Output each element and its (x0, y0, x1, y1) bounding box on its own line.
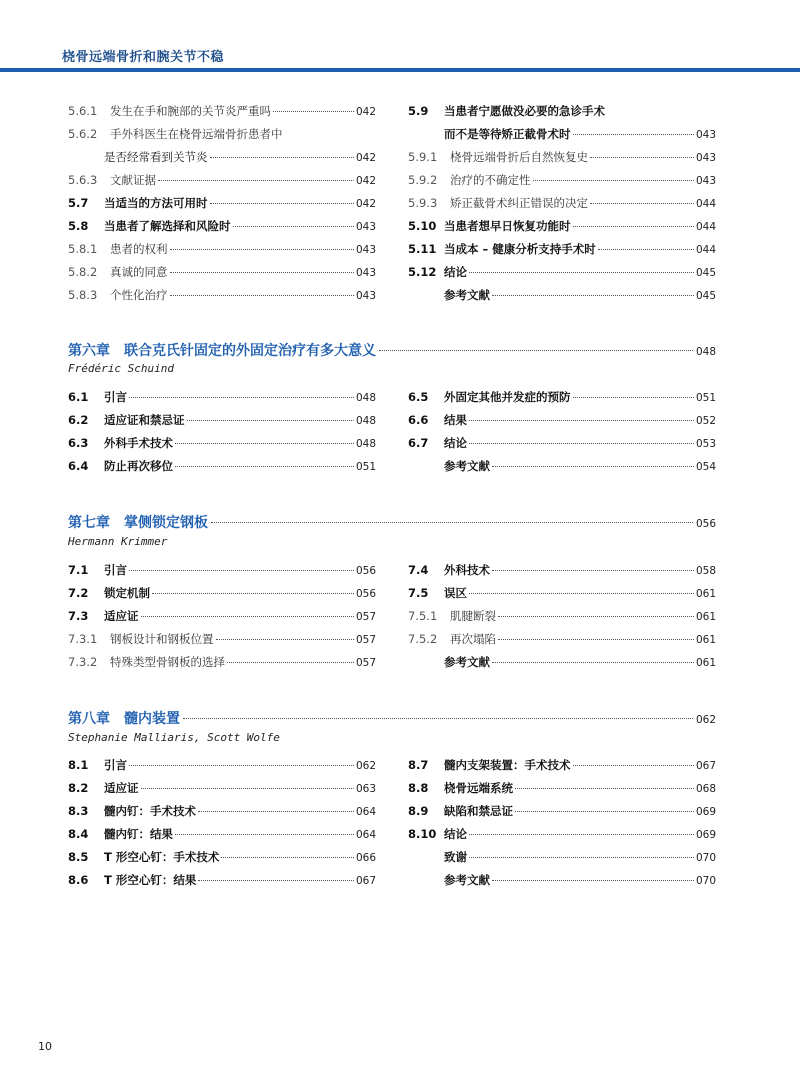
toc-entry-number: 6.4 (68, 459, 89, 473)
leader-dots (129, 570, 354, 571)
toc-entry-text: 再次塌陷 (450, 632, 496, 646)
toc-entry-number: 8.6 (68, 873, 89, 887)
leader-dots (469, 834, 694, 835)
toc-entry-number: 5.9.1 (408, 150, 438, 164)
toc-entry-number: 5.8.3 (68, 288, 98, 302)
toc-entry-page: 056 (355, 588, 376, 600)
toc-entry[interactable] (68, 287, 376, 310)
leader-dots (533, 180, 694, 181)
chapter-title: 第七章 掌侧锁定钢板 (68, 515, 208, 531)
leader-dots (590, 157, 694, 158)
toc-entry[interactable] (408, 435, 716, 458)
toc-entry-page: 051 (695, 392, 716, 404)
toc-col-left (68, 757, 376, 895)
header-rule (0, 68, 800, 72)
toc-entry[interactable] (408, 780, 716, 803)
leader-dots (498, 639, 694, 640)
toc-entry-page: 070 (695, 852, 716, 864)
toc-entry-number: 8.7 (408, 758, 429, 772)
toc-entry-page: 066 (355, 852, 376, 864)
toc-entry-page: 045 (695, 290, 716, 302)
toc-entry[interactable] (408, 631, 716, 654)
toc-entry[interactable] (408, 608, 716, 631)
toc-entry-text: 误区 (444, 586, 467, 600)
leader-dots (129, 765, 354, 766)
chapter-page: 048 (695, 346, 716, 358)
toc-entry-page: 042 (355, 152, 376, 164)
toc-entry-number: 5.12 (408, 265, 437, 279)
toc-entry-number: 5.6.2 (68, 127, 98, 141)
toc-col-right (408, 757, 716, 895)
toc-entry[interactable] (408, 103, 716, 126)
toc-entry-text: T 形空心钉：结果 (104, 873, 197, 887)
running-header (0, 0, 800, 72)
toc-entry[interactable] (68, 608, 376, 631)
toc-col-right (408, 562, 716, 677)
toc-entry[interactable] (408, 458, 716, 481)
toc-entry-text: 髓内钉：手术技术 (104, 804, 196, 818)
leader-dots (590, 203, 694, 204)
toc-entry-text: 桡骨远端骨折后自然恢复史 (450, 150, 588, 164)
toc-entry-text: 引言 (104, 758, 127, 772)
leader-dots (211, 522, 693, 523)
toc-entry[interactable] (408, 241, 716, 264)
toc-entry-text: 参考文献 (444, 655, 490, 669)
leader-dots (573, 134, 694, 135)
toc-entry-text: 当适当的方法可用时 (104, 196, 208, 210)
toc-entry-page: 064 (355, 806, 376, 818)
toc-entry-text: 参考文献 (444, 459, 490, 473)
chapter-author: Stephanie Malliaris, Scott Wolfe (68, 731, 280, 744)
toc-entry-page: 069 (695, 806, 716, 818)
toc-entry-text: T 形空心钉：手术技术 (104, 850, 220, 864)
chapter-title: 第六章 联合克氏针固定的外固定治疗有多大意义 (68, 343, 376, 359)
toc-entry-page: 054 (695, 461, 716, 473)
toc-entry-page: 042 (355, 106, 376, 118)
toc-entry-number: 6.7 (408, 436, 429, 450)
leader-dots (198, 811, 354, 812)
toc-entry-page: 048 (355, 392, 376, 404)
toc-entry-page: 051 (355, 461, 376, 473)
leader-dots (573, 397, 694, 398)
toc-entry[interactable] (408, 757, 716, 780)
toc-entry-text: 适应证 (104, 781, 139, 795)
toc-entry-number: 7.2 (68, 586, 89, 600)
leader-dots (573, 226, 694, 227)
toc-entry-number: 5.9.3 (408, 196, 438, 210)
toc-entry-page: 043 (355, 221, 376, 233)
toc-entry[interactable] (68, 631, 376, 654)
toc-entry[interactable] (68, 757, 376, 780)
toc-entry-text: 发生在手和腕部的关节炎严重吗 (110, 104, 271, 118)
leader-dots (141, 788, 354, 789)
leader-dots (492, 662, 694, 663)
toc-entry-page: 061 (695, 634, 716, 646)
toc-entry-number: 5.6.3 (68, 173, 98, 187)
toc-entry[interactable] (68, 849, 376, 872)
toc-entry-number: 5.9.2 (408, 173, 438, 187)
toc-entry-number: 6.1 (68, 390, 89, 404)
toc-entry-text: 肌腱断裂 (450, 609, 496, 623)
leader-dots (198, 880, 354, 881)
leader-dots (492, 466, 694, 467)
leader-dots (158, 180, 354, 181)
toc-entry-text: 髓内钉：结果 (104, 827, 173, 841)
toc-entry-text: 外科技术 (444, 563, 490, 577)
toc-entry[interactable] (408, 149, 716, 172)
chapter-title: 第八章 髓内装置 (68, 711, 180, 727)
toc-entry-text: 外固定其他并发症的预防 (444, 390, 571, 404)
toc-entry-text: 参考文献 (444, 873, 490, 887)
leader-dots (170, 272, 354, 273)
toc-entry[interactable] (408, 287, 716, 310)
toc-entry[interactable] (408, 412, 716, 435)
toc-entry-text: 当患者想早日恢复功能时 (444, 219, 571, 233)
toc-entry-page: 064 (355, 829, 376, 841)
toc-entry[interactable] (408, 803, 716, 826)
toc-entry-text: 而不是等待矫正截骨术时 (444, 127, 571, 141)
toc-entry-number: 5.6.1 (68, 104, 98, 118)
toc-entry-page: 042 (355, 175, 376, 187)
toc-entry-page: 043 (695, 129, 716, 141)
toc-entry[interactable] (68, 435, 376, 458)
toc-entry-number: 5.9 (408, 104, 429, 118)
leader-dots (469, 272, 694, 273)
leader-dots (515, 811, 694, 812)
toc-entry-text: 结果 (444, 413, 467, 427)
toc-entry-page: 044 (695, 244, 716, 256)
chapter-7-heading[interactable] (68, 512, 716, 532)
toc-entry-number: 5.8.2 (68, 265, 98, 279)
toc-entry-page: 053 (695, 438, 716, 450)
toc-entry-text: 桡骨远端系统 (444, 781, 513, 795)
toc-col-right (408, 389, 716, 481)
toc-entry-page: 048 (355, 415, 376, 427)
leader-dots (170, 295, 354, 296)
toc-entry-number: 7.3 (68, 609, 89, 623)
toc-entry-text: 矫正截骨术纠正错误的决定 (450, 196, 588, 210)
leader-dots (129, 397, 354, 398)
toc-entry[interactable] (408, 562, 716, 585)
toc-entry[interactable] (68, 195, 376, 218)
leader-dots (210, 157, 354, 158)
toc-entry[interactable] (68, 218, 376, 241)
toc-entry-number: 7.3.1 (68, 632, 98, 646)
toc-entry[interactable] (68, 149, 376, 172)
leader-dots (175, 443, 354, 444)
leader-dots (216, 639, 354, 640)
toc-entry-page: 068 (695, 783, 716, 795)
toc-entry[interactable] (408, 389, 716, 412)
leader-dots (492, 295, 694, 296)
toc-entry-page: 044 (695, 221, 716, 233)
toc-entry[interactable] (68, 562, 376, 585)
toc-entry[interactable] (408, 849, 716, 872)
toc-entry-number: 8.3 (68, 804, 89, 818)
toc-entry-text: 结论 (444, 827, 467, 841)
toc-entry-number: 7.3.2 (68, 655, 98, 669)
leader-dots (273, 111, 354, 112)
toc-entry-number: 6.2 (68, 413, 89, 427)
toc-entry-text: 致谢 (444, 850, 467, 864)
toc-entry-page: 043 (355, 290, 376, 302)
toc-entry-text: 外科手术技术 (104, 436, 173, 450)
toc-entry-number: 8.4 (68, 827, 89, 841)
toc-entry-text: 真诚的同意 (110, 265, 168, 279)
toc-entry[interactable] (68, 872, 376, 895)
toc-entry[interactable] (68, 654, 376, 677)
toc-entry-text: 特殊类型骨钢板的选择 (110, 655, 225, 669)
toc-entry-page: 061 (695, 588, 716, 600)
toc-entry-number: 8.2 (68, 781, 89, 795)
toc-entry-page: 067 (355, 875, 376, 887)
leader-dots (210, 203, 354, 204)
toc-entry-text: 当患者宁愿做没必要的急诊手术 (444, 104, 605, 118)
toc-entry-page: 043 (355, 244, 376, 256)
leader-dots (469, 420, 694, 421)
toc-entry-number: 8.9 (408, 804, 429, 818)
toc-entry-number: 7.5 (408, 586, 429, 600)
toc-entry[interactable] (408, 218, 716, 241)
chapter-8-heading[interactable] (68, 708, 716, 728)
toc-entry-page: 058 (695, 565, 716, 577)
toc-entry-page: 044 (695, 198, 716, 210)
toc-entry[interactable] (68, 241, 376, 264)
toc-entry-text: 结论 (444, 265, 467, 279)
toc-entry[interactable] (408, 654, 716, 677)
toc-entry[interactable] (68, 780, 376, 803)
toc-entry-page: 069 (695, 829, 716, 841)
toc-col-left (68, 389, 376, 481)
page-number: 10 (38, 1040, 52, 1053)
toc-entry-text: 当成本 – 健康分析支持手术时 (444, 242, 596, 256)
leader-dots (227, 662, 354, 663)
toc-entry-page: 043 (695, 152, 716, 164)
leader-dots (152, 593, 354, 594)
toc-entry-text: 防止再次移位 (104, 459, 173, 473)
toc-entry-number: 7.5.2 (408, 632, 438, 646)
toc-entry-number: 5.8 (68, 219, 89, 233)
leader-dots (515, 788, 694, 789)
toc-entry-number: 8.5 (68, 850, 89, 864)
toc-entry-text: 引言 (104, 390, 127, 404)
toc-entry-number: 6.5 (408, 390, 429, 404)
toc-entry-number: 7.1 (68, 563, 89, 577)
toc-entry-page: 042 (355, 198, 376, 210)
leader-dots (498, 616, 694, 617)
toc-entry-text: 适应证 (104, 609, 139, 623)
toc-entry-text: 钢板设计和钢板位置 (110, 632, 214, 646)
leader-dots (469, 593, 694, 594)
toc-entry[interactable] (68, 126, 376, 149)
toc-col-left (68, 103, 376, 310)
toc-entry-number: 6.3 (68, 436, 89, 450)
toc-entry[interactable] (408, 172, 716, 195)
toc-entry-page: 043 (355, 267, 376, 279)
leader-dots (469, 857, 694, 858)
leader-dots (233, 226, 354, 227)
leader-dots (573, 765, 694, 766)
toc-entry[interactable] (408, 826, 716, 849)
toc-entry[interactable] (68, 458, 376, 481)
toc-entry-page: 052 (695, 415, 716, 427)
toc-entry-number: 7.5.1 (408, 609, 438, 623)
toc-col-right (408, 103, 716, 310)
toc-entry-number: 8.10 (408, 827, 437, 841)
toc-entry[interactable] (68, 172, 376, 195)
leader-dots (183, 718, 693, 719)
toc-entry-text: 适应证和禁忌证 (104, 413, 185, 427)
book-title: 桡骨远端骨折和腕关节不稳 (62, 50, 225, 65)
leader-dots (492, 570, 694, 571)
toc-entry[interactable] (68, 103, 376, 126)
toc-entry-number: 5.10 (408, 219, 437, 233)
toc-entry[interactable] (408, 585, 716, 608)
leader-dots (175, 466, 354, 467)
toc-entry-page: 056 (355, 565, 376, 577)
toc-entry[interactable] (408, 264, 716, 287)
toc-entry-page: 067 (695, 760, 716, 772)
toc-entry-page: 045 (695, 267, 716, 279)
toc-entry-page: 048 (355, 438, 376, 450)
leader-dots (221, 857, 354, 858)
toc-entry-page: 057 (355, 611, 376, 623)
toc-entry-page: 070 (695, 875, 716, 887)
toc-entry-page: 057 (355, 657, 376, 669)
leader-dots (379, 350, 693, 351)
toc-entry[interactable] (68, 585, 376, 608)
leader-dots (598, 249, 694, 250)
chapter-page: 056 (695, 518, 716, 530)
toc-entry-text: 锁定机制 (104, 586, 150, 600)
toc-col-left (68, 562, 376, 677)
leader-dots (492, 880, 694, 881)
toc-entry-text: 引言 (104, 563, 127, 577)
toc-entry-text: 手外科医生在桡骨远端骨折患者中 (110, 127, 283, 141)
toc-entry-text: 治疗的不确定性 (450, 173, 531, 187)
toc-entry-text: 患者的权利 (110, 242, 168, 256)
toc-entry-page: 063 (355, 783, 376, 795)
toc-entry-page: 057 (355, 634, 376, 646)
toc-entry-page: 062 (355, 760, 376, 772)
toc-entry-text: 缺陷和禁忌证 (444, 804, 513, 818)
toc-entry-text: 是否经常看到关节炎 (104, 150, 208, 164)
leader-dots (469, 443, 694, 444)
chapter-6-heading[interactable] (68, 340, 716, 360)
toc-entry[interactable] (68, 412, 376, 435)
toc-entry-number: 5.7 (68, 196, 89, 210)
toc-entry-number: 6.6 (408, 413, 429, 427)
chapter-author: Frédéric Schuind (68, 362, 174, 375)
leader-dots (187, 420, 354, 421)
toc-entry[interactable] (408, 126, 716, 149)
toc-entry-text: 参考文献 (444, 288, 490, 302)
toc-entry-text: 当患者了解选择和风险时 (104, 219, 231, 233)
toc-entry-page: 061 (695, 657, 716, 669)
toc-entry-text: 髓内支架装置：手术技术 (444, 758, 571, 772)
leader-dots (170, 249, 354, 250)
toc-entry-text: 结论 (444, 436, 467, 450)
toc-entry-number: 7.4 (408, 563, 429, 577)
toc-entry-page: 043 (695, 175, 716, 187)
toc-entry[interactable] (408, 872, 716, 895)
toc-entry[interactable] (68, 826, 376, 849)
toc-entry-text: 文献证据 (110, 173, 156, 187)
toc-entry-number: 5.8.1 (68, 242, 98, 256)
chapter-page: 062 (695, 714, 716, 726)
toc-entry[interactable] (408, 195, 716, 218)
toc-entry[interactable] (68, 264, 376, 287)
leader-dots (175, 834, 354, 835)
toc-entry-page: 061 (695, 611, 716, 623)
toc-entry-text: 个性化治疗 (110, 288, 168, 302)
toc-entry[interactable] (68, 389, 376, 412)
toc-entry-number: 8.1 (68, 758, 89, 772)
leader-dots (141, 616, 354, 617)
toc-entry-number: 8.8 (408, 781, 429, 795)
chapter-author: Hermann Krimmer (68, 535, 168, 548)
toc-entry[interactable] (68, 803, 376, 826)
toc-entry-number: 5.11 (408, 242, 437, 256)
